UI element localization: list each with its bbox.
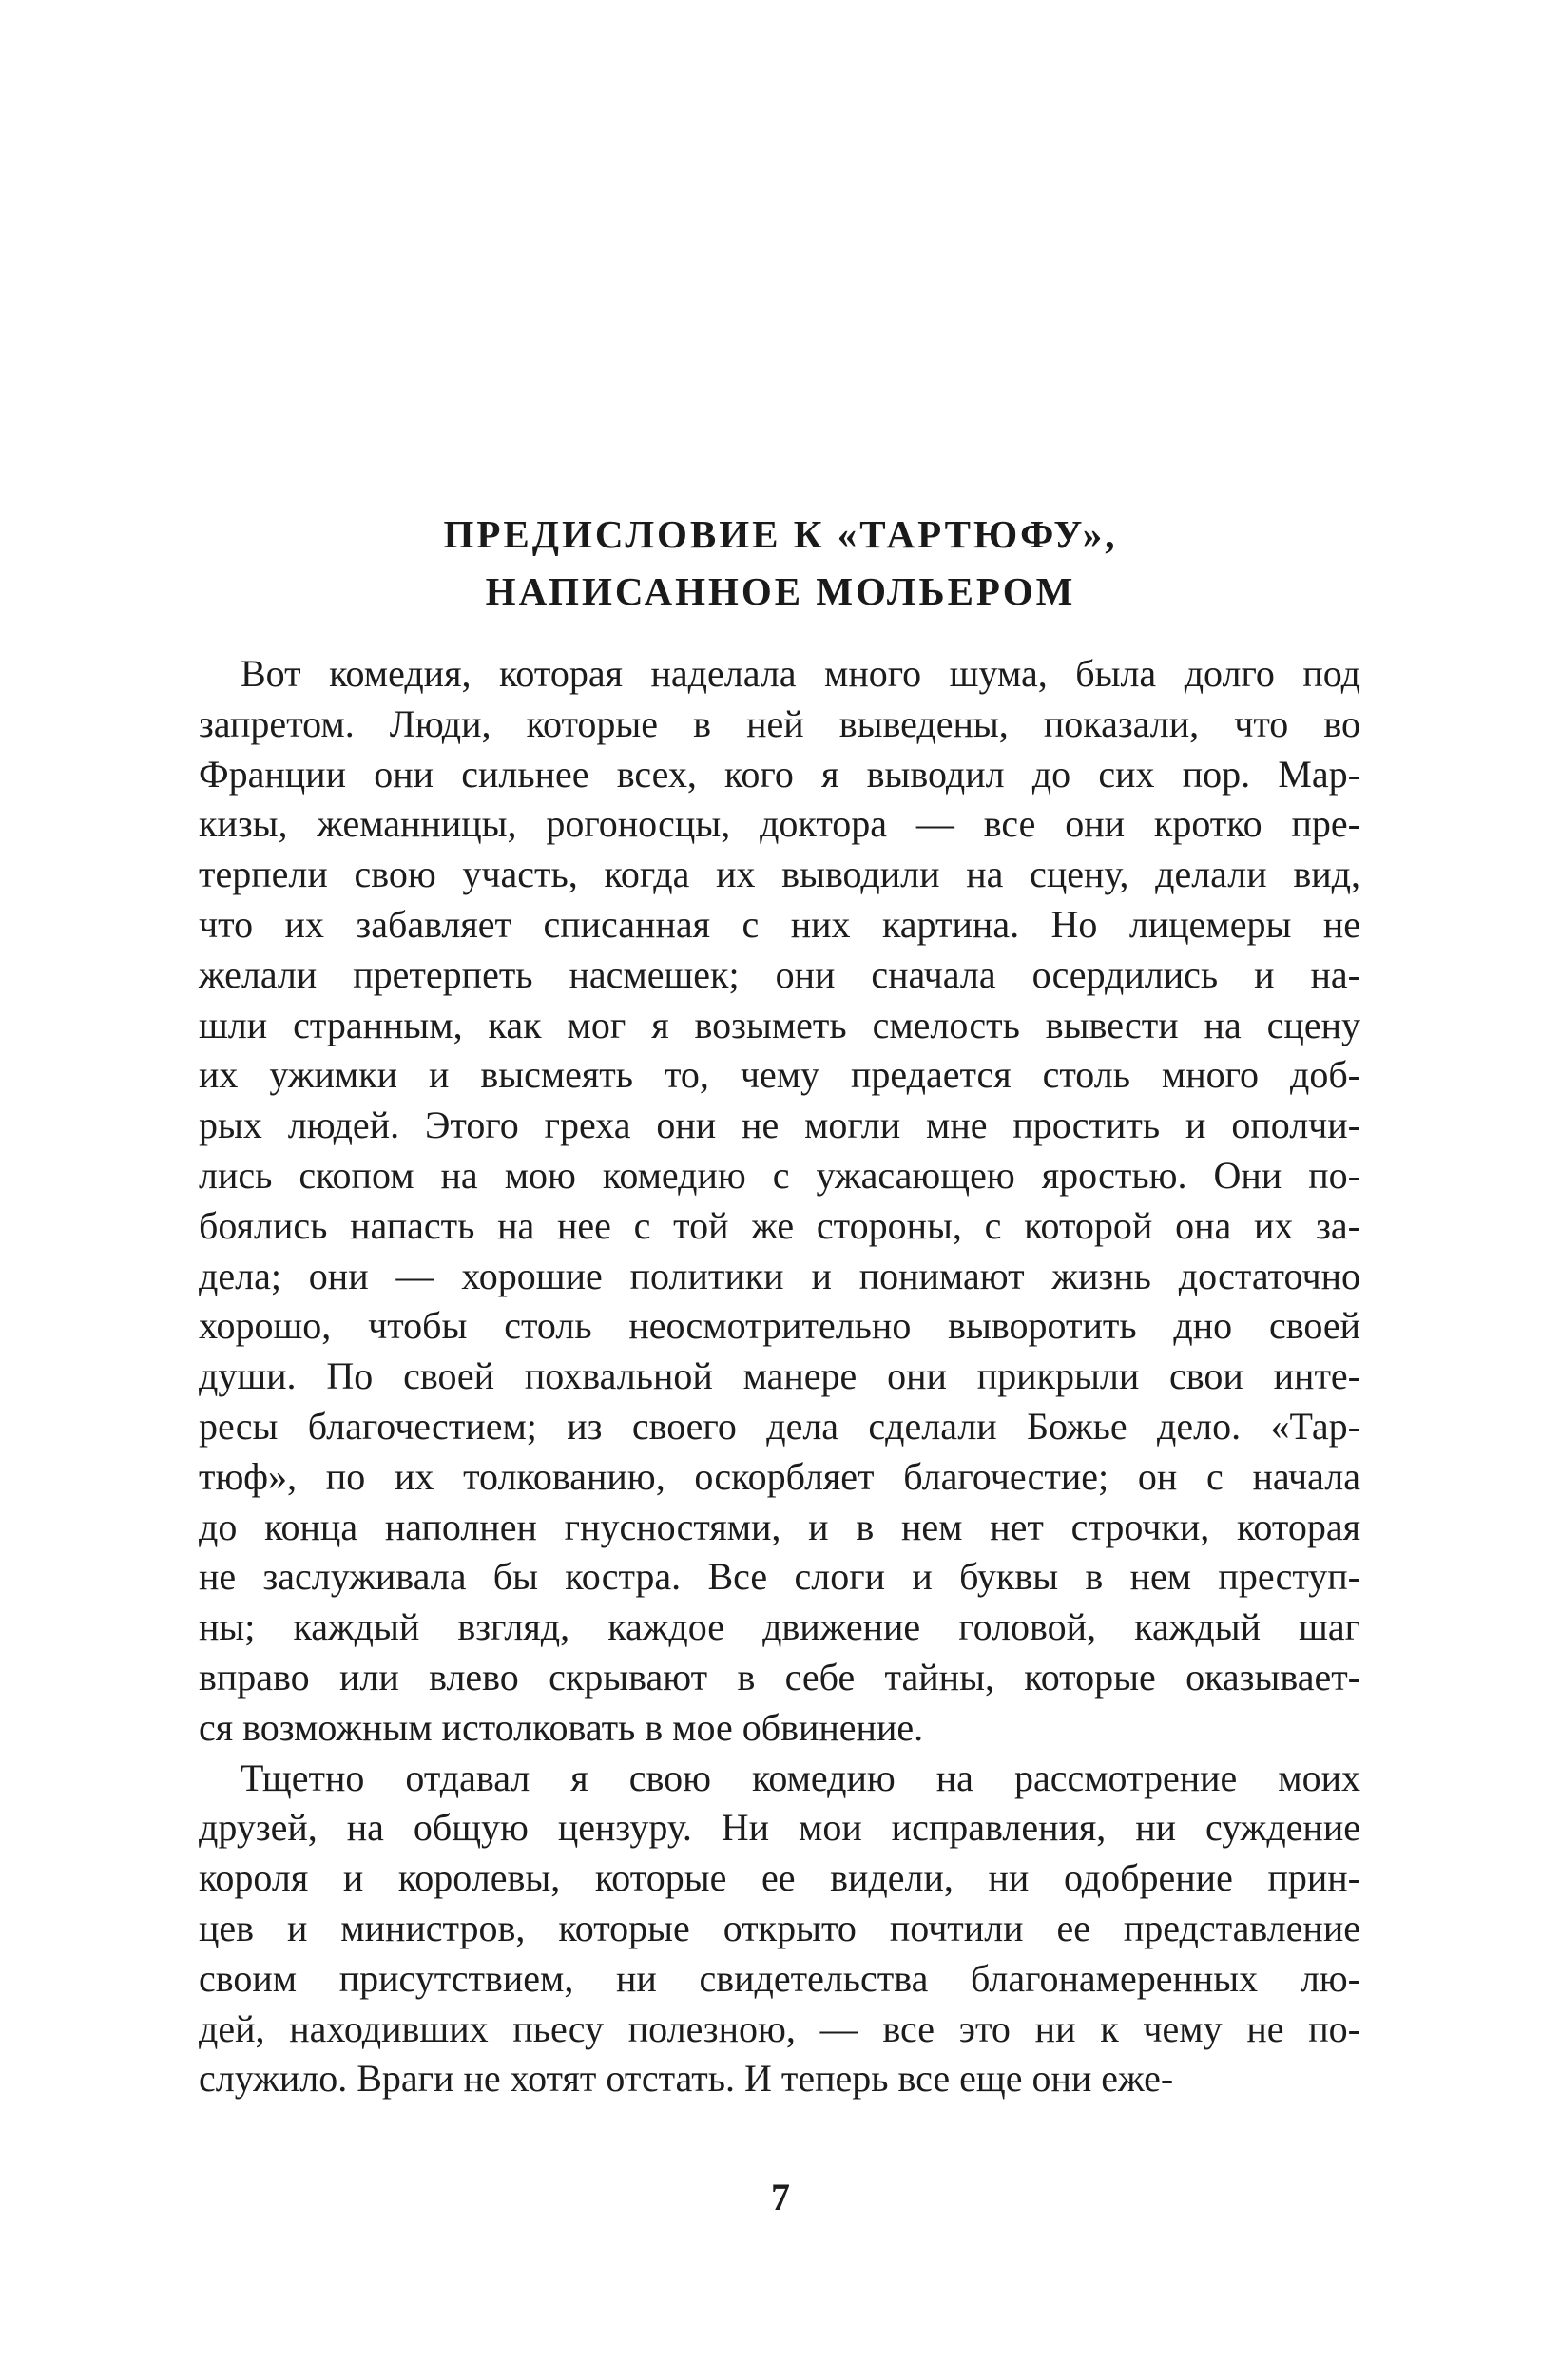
text-line: друзей, на общую цензуру. Ни мои исправления, ни суждение xyxy=(199,1806,1360,1850)
text-line: дей, находивших пьесу полезною, — все это ни к чему не по- xyxy=(199,2006,1360,2050)
text-line: кизы, жеманницы, рогоносцы, доктора — все они кротко пре- xyxy=(199,802,1360,846)
text-line: не заслуживала бы костра. Все слоги и буквы в нем преступ- xyxy=(199,1555,1360,1599)
text-line: своим присутствием, ни свидетельства благонамеренных лю- xyxy=(199,1956,1360,2000)
text-line: души. По своей похвальной манере они прикрыли свои инте- xyxy=(199,1354,1360,1398)
text-line: терпели свою участь, когда их выводили на сцену, делали вид, xyxy=(199,853,1360,896)
text-line: запретом. Люди, которые в ней выведены, показали, что во xyxy=(199,701,1360,745)
text-line: ресы благочестием; из своего дела сделали Божье дело. «Тар- xyxy=(199,1404,1360,1448)
text-line: ся возможным истолковать в мое обвинение. xyxy=(199,1705,924,1749)
text-line: шли странным, как мог я возыметь смелость вывести на сцену xyxy=(199,1003,1360,1046)
text-line: вправо или влево скрывают в себе тайны, которые оказывает- xyxy=(199,1655,1360,1699)
text-line: цев и министров, которые открыто почтили ее представление xyxy=(199,1906,1360,1949)
text-line: Франции они сильнее всех, кого я выводил до сих пор. Мар- xyxy=(199,752,1360,796)
text-line: их ужимки и высмеять то, чему предается столь много доб- xyxy=(199,1053,1360,1097)
text-line: хорошо, чтобы столь неосмотрительно выворотить дно своей xyxy=(199,1304,1360,1348)
paragraph xyxy=(199,1754,1360,2105)
chapter-title xyxy=(0,506,1561,620)
chapter-title-line-2: НАПИСАННОЕ МОЛЬЕРОМ xyxy=(485,569,1076,613)
text-line: до конца наполнен гнусностями, и в нем нет строчки, которая xyxy=(199,1505,1360,1548)
chapter-title-line-1: ПРЕДИСЛОВИЕ К «ТАРТЮФУ», xyxy=(443,512,1118,556)
text-line: желали претерпеть насмешек; они сначала осердились и на- xyxy=(199,952,1360,996)
text-line: рых людей. Этого греха они не могли мне простить и ополчи- xyxy=(199,1104,1360,1147)
text-line: боялись напасть на нее с той же стороны, с которой она их за- xyxy=(199,1203,1360,1247)
text-line: служило. Враги не хотят отстать. И теперь все еще они еже- xyxy=(199,2057,1174,2101)
text-line: Тщетно отдавал я свою комедию на рассмотрение моих xyxy=(241,1756,1360,1799)
text-line: дела; они — хорошие политики и понимают жизнь достаточно xyxy=(199,1254,1360,1297)
text-line: тюф», по их толкованию, оскорбляет благочестие; он с начала xyxy=(199,1454,1360,1498)
page-number: 7 xyxy=(771,2176,790,2218)
body-text xyxy=(199,649,1360,2104)
text-line: Вот комедия, которая наделала много шума, была долго под xyxy=(241,652,1360,695)
paragraph xyxy=(199,649,1360,1754)
text-line: ны; каждый взгляд, каждое движение головой, каждый шаг xyxy=(199,1605,1360,1649)
text-line: лись скопом на мою комедию с ужасающею яростью. Они по- xyxy=(199,1153,1360,1197)
text-line: короля и королевы, которые ее видели, ни одобрение прин- xyxy=(199,1856,1360,1900)
text-line: что их забавляет списанная с них картина. Но лицемеры не xyxy=(199,902,1360,946)
